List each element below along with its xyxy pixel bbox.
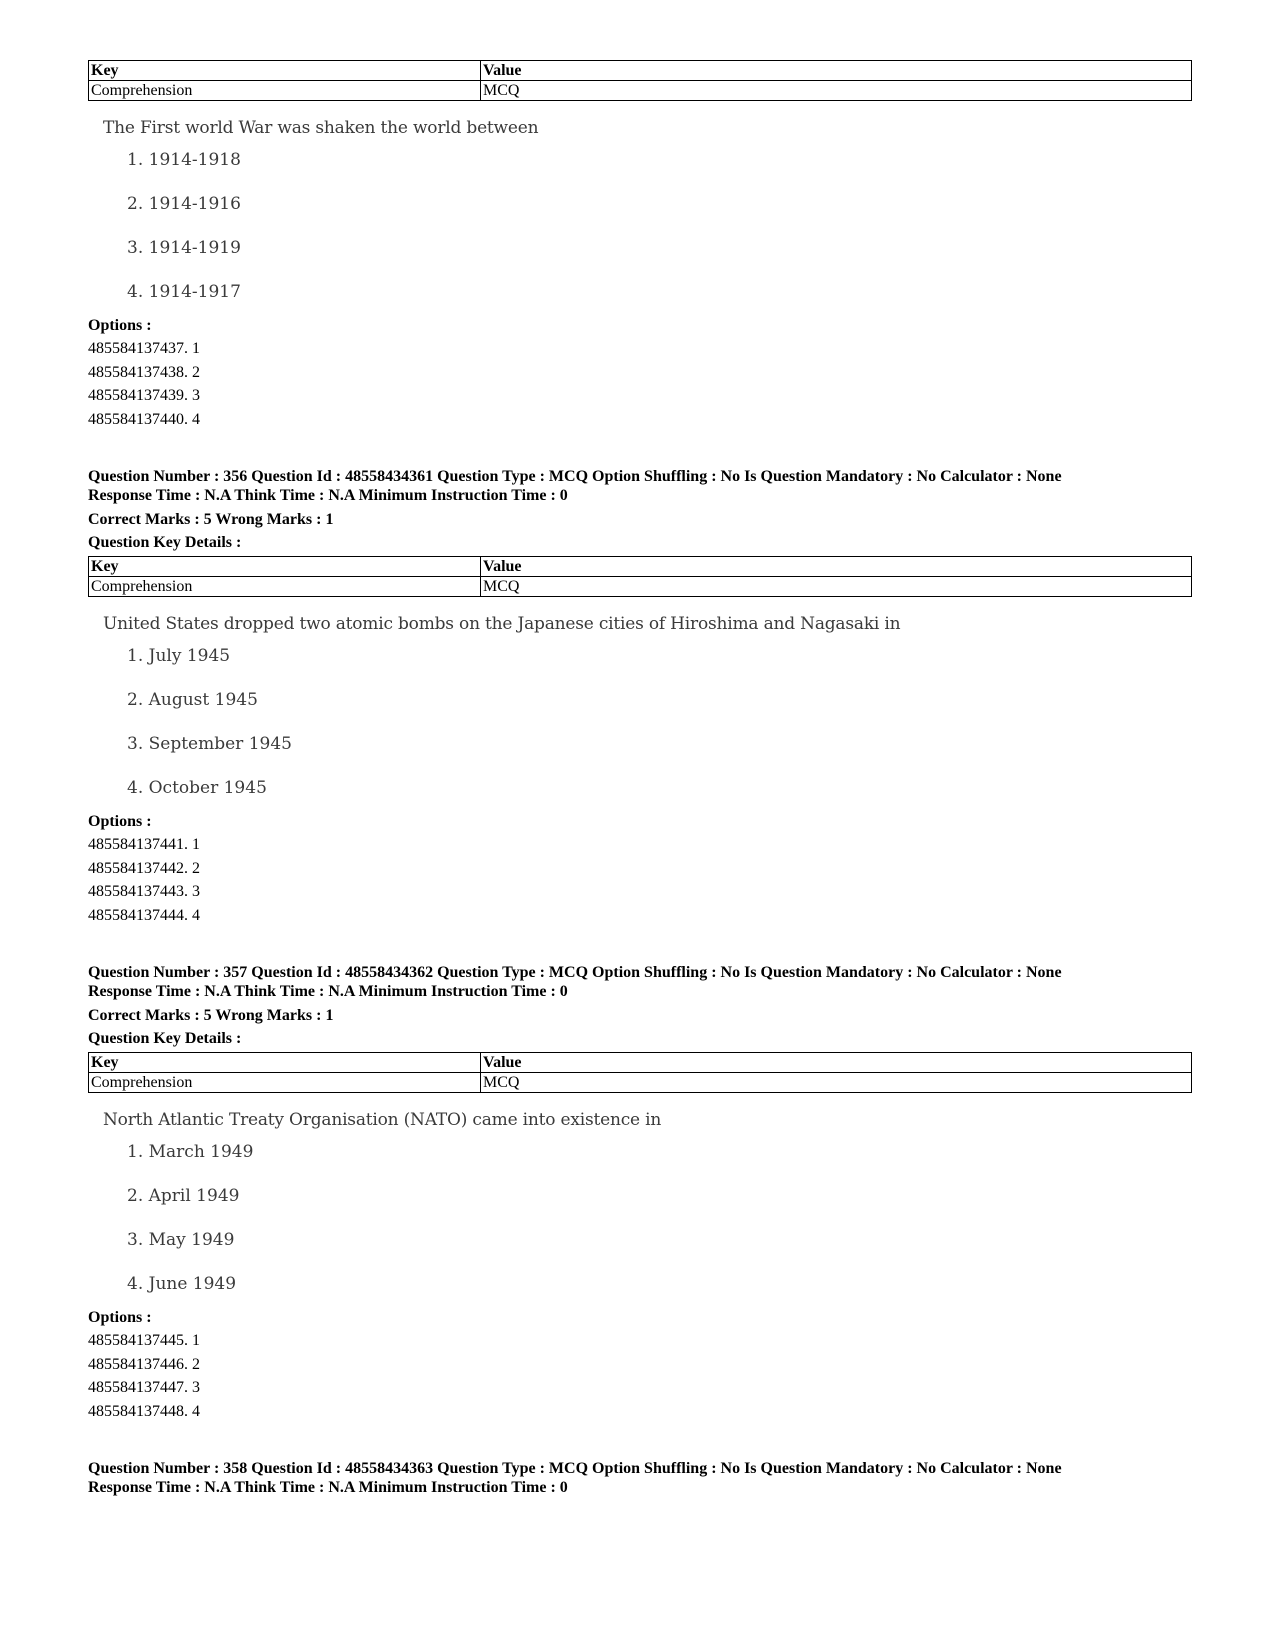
choice-3: 3. September 1945 bbox=[127, 734, 292, 754]
options-label: Options : bbox=[88, 1309, 152, 1326]
question-image bbox=[88, 101, 1193, 313]
key-cell: Comprehension bbox=[89, 577, 481, 597]
question-key-details-label: Question Key Details : bbox=[88, 1030, 242, 1047]
document-page bbox=[88, 60, 1193, 1497]
table-row bbox=[89, 1073, 1192, 1093]
option-id-2: 485584137442. 2 bbox=[88, 859, 200, 877]
options-label: Options : bbox=[88, 317, 152, 334]
value-cell: MCQ bbox=[481, 577, 1192, 597]
question-block-357 bbox=[88, 963, 1193, 1423]
choice-2: 2. August 1945 bbox=[127, 690, 258, 710]
question-image bbox=[88, 1093, 1193, 1305]
key-header: Key bbox=[89, 1053, 481, 1073]
option-id-4: 485584137440. 4 bbox=[88, 410, 200, 428]
value-cell: MCQ bbox=[481, 81, 1192, 101]
option-id-1: 485584137437. 1 bbox=[88, 340, 200, 357]
option-id-4: 485584137444. 4 bbox=[88, 906, 200, 924]
question-text: The First world War was shaken the world between bbox=[103, 118, 539, 138]
choice-2: 2. 1914-1916 bbox=[127, 194, 241, 214]
question-image bbox=[88, 597, 1193, 809]
question-text: United States dropped two atomic bombs on the Japanese cities of Hiroshima and Nagasaki in bbox=[103, 614, 901, 634]
question-meta-line2: Response Time : N.A Think Time : N.A Minimum Instruction Time : 0 bbox=[88, 1479, 568, 1496]
question-marks: Correct Marks : 5 Wrong Marks : 1 bbox=[88, 1007, 334, 1024]
choice-4: 4. 1914-1917 bbox=[127, 282, 241, 302]
question-key-table bbox=[88, 1052, 1192, 1093]
option-id-4: 485584137448. 4 bbox=[88, 1402, 200, 1420]
choice-1: 1. March 1949 bbox=[127, 1142, 254, 1162]
option-id-3: 485584137439. 3 bbox=[88, 387, 200, 404]
choice-2: 2. April 1949 bbox=[127, 1186, 240, 1206]
question-block-358 bbox=[88, 1459, 1193, 1497]
table-header-row bbox=[89, 557, 1192, 577]
question-marks: Correct Marks : 5 Wrong Marks : 1 bbox=[88, 511, 334, 528]
option-id-1: 485584137445. 1 bbox=[88, 1332, 200, 1349]
choice-3: 3. 1914-1919 bbox=[127, 238, 241, 258]
question-key-table bbox=[88, 60, 1192, 101]
question-key-table bbox=[88, 556, 1192, 597]
choice-4: 4. October 1945 bbox=[127, 778, 267, 798]
option-id-2: 485584137446. 2 bbox=[88, 1355, 200, 1373]
choice-1: 1. July 1945 bbox=[127, 646, 231, 666]
choice-1: 1. 1914-1918 bbox=[127, 150, 241, 170]
key-header: Key bbox=[89, 61, 481, 81]
table-header-row bbox=[89, 61, 1192, 81]
question-block-356 bbox=[88, 467, 1193, 927]
choice-3: 3. May 1949 bbox=[127, 1230, 235, 1250]
value-header: Value bbox=[481, 1053, 1192, 1073]
options-label: Options : bbox=[88, 813, 152, 830]
choice-4: 4. June 1949 bbox=[127, 1274, 237, 1294]
table-header-row bbox=[89, 1053, 1192, 1073]
key-cell: Comprehension bbox=[89, 81, 481, 101]
question-text: North Atlantic Treaty Organisation (NATO) came into existence in bbox=[103, 1110, 662, 1130]
value-header: Value bbox=[481, 557, 1192, 577]
key-header: Key bbox=[89, 557, 481, 577]
value-header: Value bbox=[481, 61, 1192, 81]
question-meta-line1: Question Number : 358 Question Id : 48558434363 Question Type : MCQ Option Shuffling : No Is Question Mandatory : No Calculator : None bbox=[88, 1460, 1062, 1477]
question-block-355 bbox=[88, 60, 1193, 431]
option-id-3: 485584137443. 3 bbox=[88, 883, 200, 900]
key-cell: Comprehension bbox=[89, 1073, 481, 1093]
table-row bbox=[89, 577, 1192, 597]
question-meta-line2: Response Time : N.A Think Time : N.A Minimum Instruction Time : 0 bbox=[88, 487, 568, 504]
question-meta-line1: Question Number : 356 Question Id : 48558434361 Question Type : MCQ Option Shuffling : No Is Question Mandatory : No Calculator : None bbox=[88, 468, 1062, 485]
option-id-3: 485584137447. 3 bbox=[88, 1379, 200, 1396]
question-key-details-label: Question Key Details : bbox=[88, 534, 242, 551]
option-id-1: 485584137441. 1 bbox=[88, 836, 200, 853]
value-cell: MCQ bbox=[481, 1073, 1192, 1093]
option-id-2: 485584137438. 2 bbox=[88, 363, 200, 381]
question-meta-line2: Response Time : N.A Think Time : N.A Minimum Instruction Time : 0 bbox=[88, 983, 568, 1000]
question-meta-line1: Question Number : 357 Question Id : 48558434362 Question Type : MCQ Option Shuffling : No Is Question Mandatory : No Calculator : None bbox=[88, 964, 1062, 981]
table-row bbox=[89, 81, 1192, 101]
